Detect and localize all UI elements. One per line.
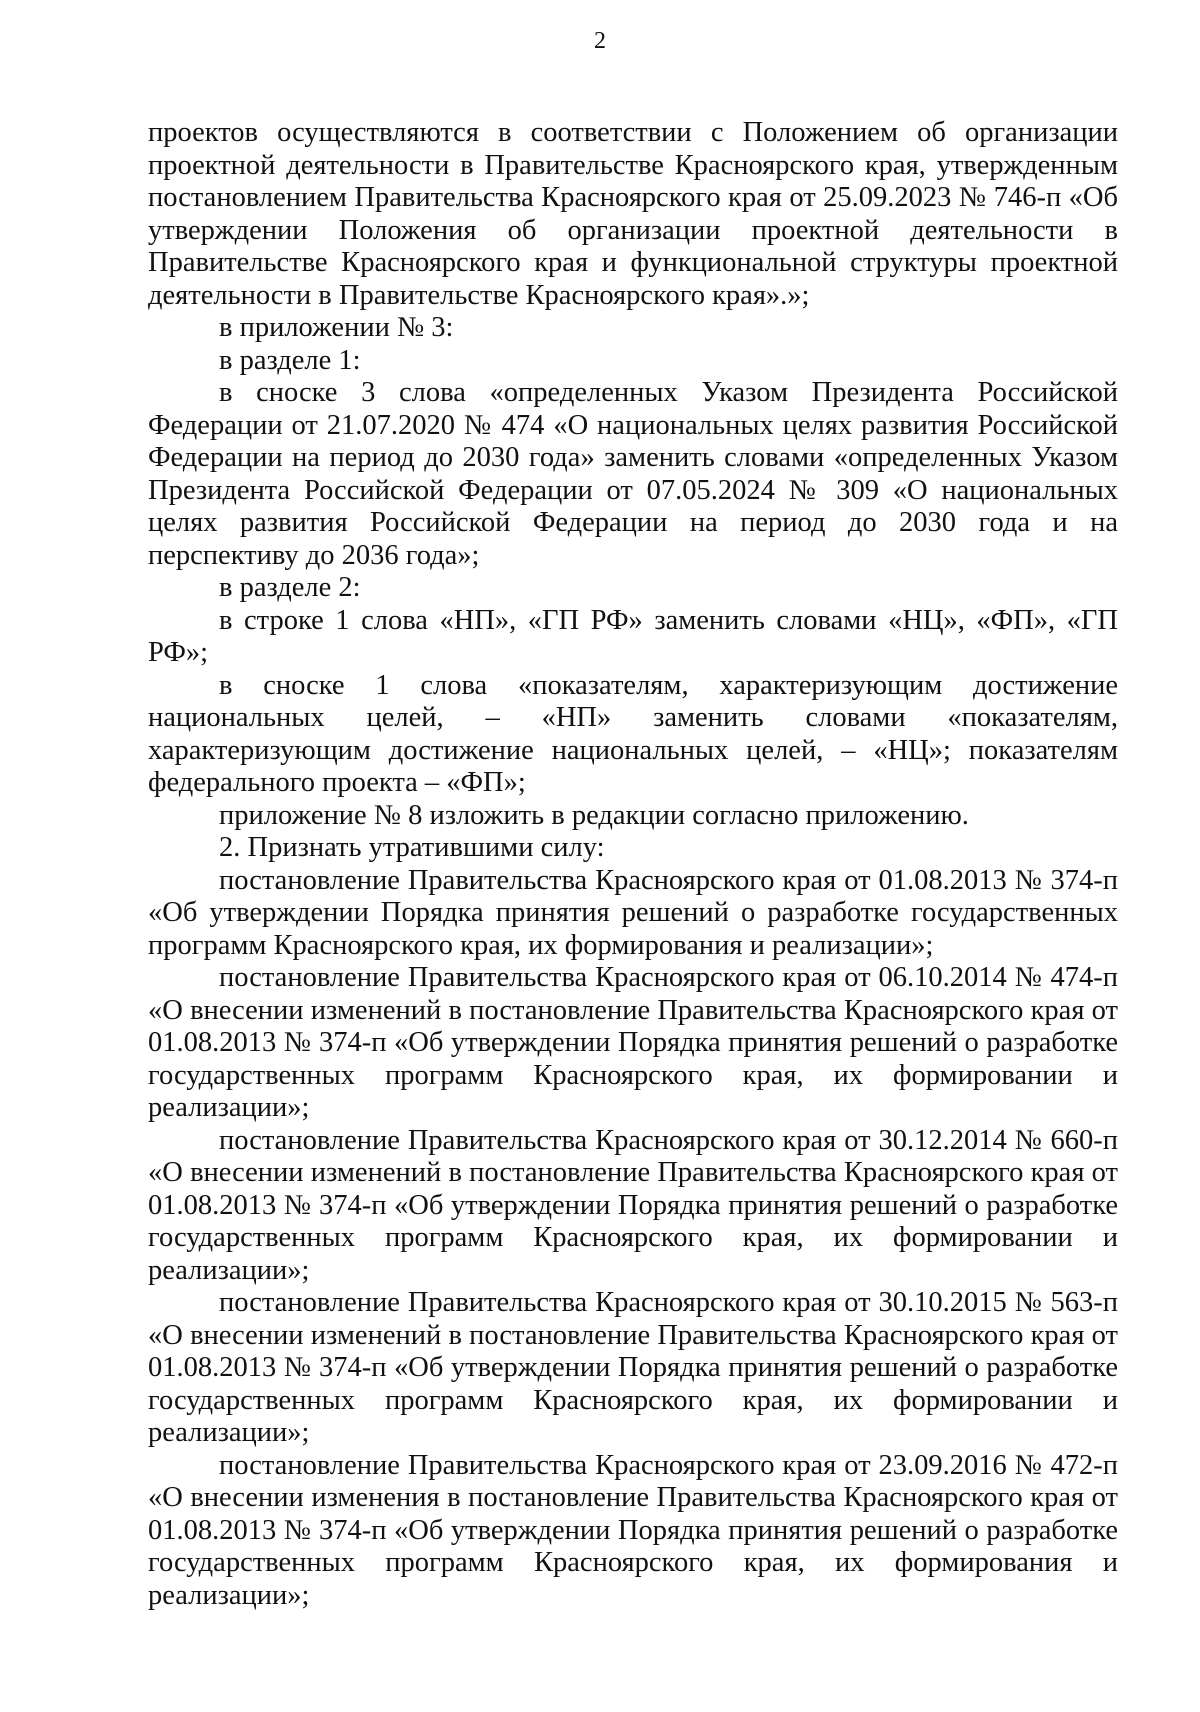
paragraph-row-1: в строке 1 слова «НП», «ГП РФ» заменить словами «НЦ», «ФП», «ГП РФ»;: [148, 604, 1118, 668]
paragraph-continuation: проектов осуществляются в соответствии с Положением об организации проектной деятельности в Правительстве Красноярского края, утвержденным постановлением Правительства Красноярского края от 25.09.2023 № 746-п «Об утверждении Положения об организации проектной деятельности в Правительстве Красноярского края и функциональной структуры проектной деятельности в Правительстве Красноярского края».»;: [148, 117, 1118, 311]
paragraph-repeal-item: постановление Правительства Красноярского края от 30.12.2014 № 660-п «О внесении изменений в постановление Правительства Красноярского края от 01.08.2013 № 374-п «Об утверждении Порядка принятия решений о разработке государственных программ Красноярского края, их формировании и реализации»;: [148, 1124, 1118, 1286]
paragraph-footnote-1: в сноске 1 слова «показателям, характеризующим достижение национальных целей, – «НП» заменить словами «показателям, характеризующим достижение национальных целей, – «НЦ»; показателям федерального проекта – «ФП»;: [148, 669, 1118, 798]
paragraph-repeal-item: постановление Правительства Красноярского края от 06.10.2014 № 474-п «О внесении изменений в постановление Правительства Красноярского края от 01.08.2013 № 374-п «Об утверждении Порядка принятия решений о разработке государственных программ Красноярского края, их формировании и реализации»;: [148, 962, 1118, 1123]
document-body: [148, 117, 1118, 1612]
paragraph-repeal-item: постановление Правительства Красноярского края от 01.08.2013 № 374-п «Об утверждении Порядка принятия решений о разработке государственных программ Красноярского края, их формирования и реализации»;: [148, 864, 1118, 961]
page-number: 2: [594, 28, 606, 54]
paragraph-section-2: в разделе 2:: [219, 572, 361, 603]
paragraph-section-1: в разделе 1:: [219, 344, 361, 376]
paragraph-appendix-3: в приложении № 3:: [219, 312, 454, 343]
paragraph-appendix-8: приложение № 8 изложить в редакции согласно приложению.: [219, 799, 969, 831]
paragraph-repeal-item: постановление Правительства Красноярского края от 30.10.2015 № 563-п «О внесении изменений в постановление Правительства Красноярского края от 01.08.2013 № 374-п «Об утверждении Порядка принятия решений о разработке государственных программ Красноярского края, их формировании и реализации»;: [148, 1287, 1118, 1448]
paragraph-repeal-item: постановление Правительства Красноярского края от 23.09.2016 № 472-п «О внесении изменения в постановление Правительства Красноярского края от 01.08.2013 № 374-п «Об утверждении Порядка принятия решений о разработке государственных программ Красноярского края, их формирования и реализации»;: [148, 1449, 1118, 1611]
paragraph-footnote-3: в сноске 3 слова «определенных Указом Президента Российской Федерации от 21.07.2020 № 474 «О национальных целях развития Российской Федерации на период до 2030 года» заменить словами «определенных Указом Президента Российской Федерации от 07.05.2024 № 309 «О национальных целях развития Российской Федерации на период до 2030 года и на перспективу до 2036 года»;: [148, 377, 1118, 571]
paragraph-repeal-heading: 2. Признать утратившими силу:: [219, 832, 605, 863]
